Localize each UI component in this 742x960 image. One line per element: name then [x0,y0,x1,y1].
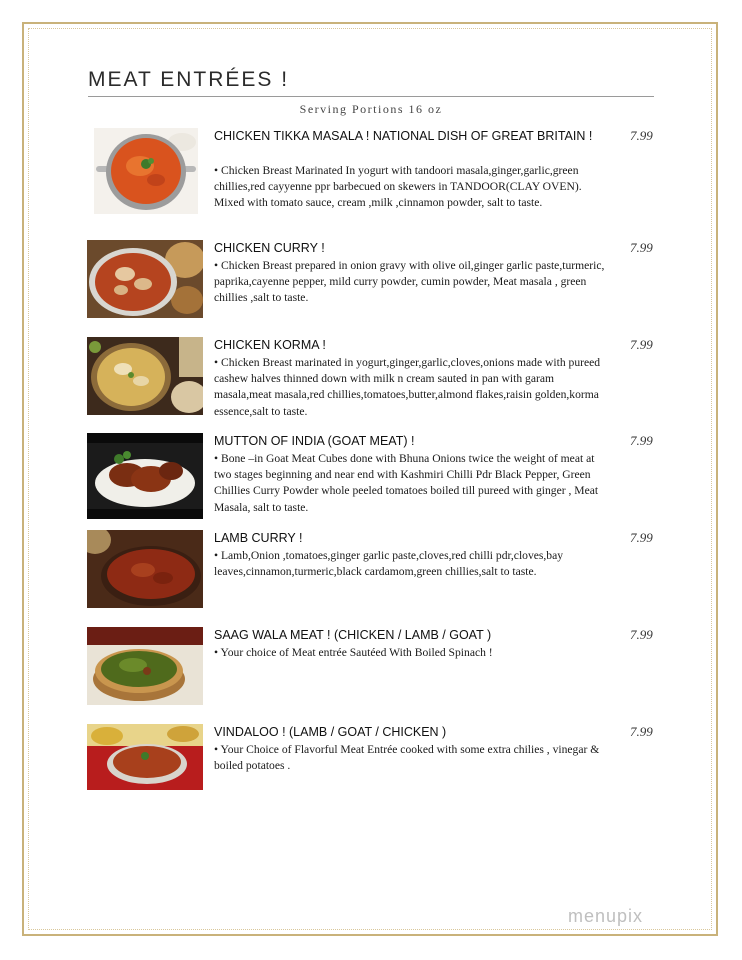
menupix-watermark: menupix [568,906,644,926]
item-name: SAAG WALA MEAT ! (CHICKEN / LAMB / GOAT ) [214,628,492,642]
saag-wala-meat-photo [87,627,203,705]
menu-item [87,724,657,790]
title-divider [88,96,654,97]
item-name: LAMB CURRY ! [214,531,303,545]
vindaloo-photo [87,724,203,790]
menu-item [87,627,657,705]
menu-item [87,530,657,608]
item-price: 7.99 [630,724,653,739]
item-price: 7.99 [630,128,653,143]
chicken-korma-photo [87,337,203,415]
mutton-of-india-photo [87,433,203,519]
item-name: CHICKEN CURRY ! [214,241,325,255]
item-description: • Lamb,Onion ,tomatoes,ginger garlic paste,cloves,red chilli pdr,cloves,bay leaves,cinnamon,turmeric,black cardamom,green chillies,salt to taste. [214,549,564,579]
item-price: 7.99 [630,433,653,448]
menu-item [87,337,657,419]
menu-item [87,128,657,228]
item-description: • Chicken Breast marinated in yogurt,ginger,garlic,cloves,onions made with pureed cashew halves thinned down with milk n cream sauted in pan with garam masala,meat masala,red chillies,tomatoes,butter,almond flakes,raisin golden,korma essence,salt to taste. [214,356,601,418]
item-name: CHICKEN TIKKA MASALA ! NATIONAL DISH OF GREAT BRITAIN ! [214,129,593,143]
item-description: • Bone –in Goat Meat Cubes done with Bhuna Onions twice the weight of meat at two stages beginning and near end with Kashmiri Chilli Pdr Black Pepper, Green Chillies Curry Powder whole peeled tomatoes boiled till pureed with ginger , Meat Masala, salt to taste. [214,452,599,514]
chicken-curry-photo [87,240,203,318]
item-price: 7.99 [630,627,653,642]
item-name: VINDALOO ! (LAMB / GOAT / CHICKEN ) [214,725,447,739]
item-description: • Your Choice of Flavorful Meat Entrée cooked with some extra chilies , vinegar & boiled potatoes . [214,743,600,773]
item-price: 7.99 [630,240,653,255]
serving-portions-subtitle: Serving Portions 16 oz [299,102,443,116]
item-description: • Your choice of Meat entrée Sautéed With Boiled Spinach ! [214,646,493,659]
lamb-curry-photo [87,530,203,608]
item-description: • Chicken Breast Marinated In yogurt with tandoori masala,ginger,garlic,green chillies,red cayyenne ppr barbecued on skewers in TANDOOR(CLAY OVEN). Mixed with tomato sauce, cream ,milk ,cinnamon powder, salt to taste. [214,164,582,210]
item-price: 7.99 [630,337,653,352]
menu-item [87,433,657,519]
chicken-tikka-masala-photo [94,128,198,214]
item-name: CHICKEN KORMA ! [214,338,326,352]
item-price: 7.99 [630,530,653,545]
page-title: MEAT ENTRÉES ! [88,68,290,91]
item-name: MUTTON OF INDIA (GOAT MEAT) ! [214,434,415,448]
menu-item [87,240,657,322]
item-description: • Chicken Breast prepared in onion gravy with olive oil,ginger garlic paste,turmeric, paprika,cayenne pepper, mild curry powder, cumin powder, Meat masala , green chillies ,salt to taste. [214,259,605,305]
